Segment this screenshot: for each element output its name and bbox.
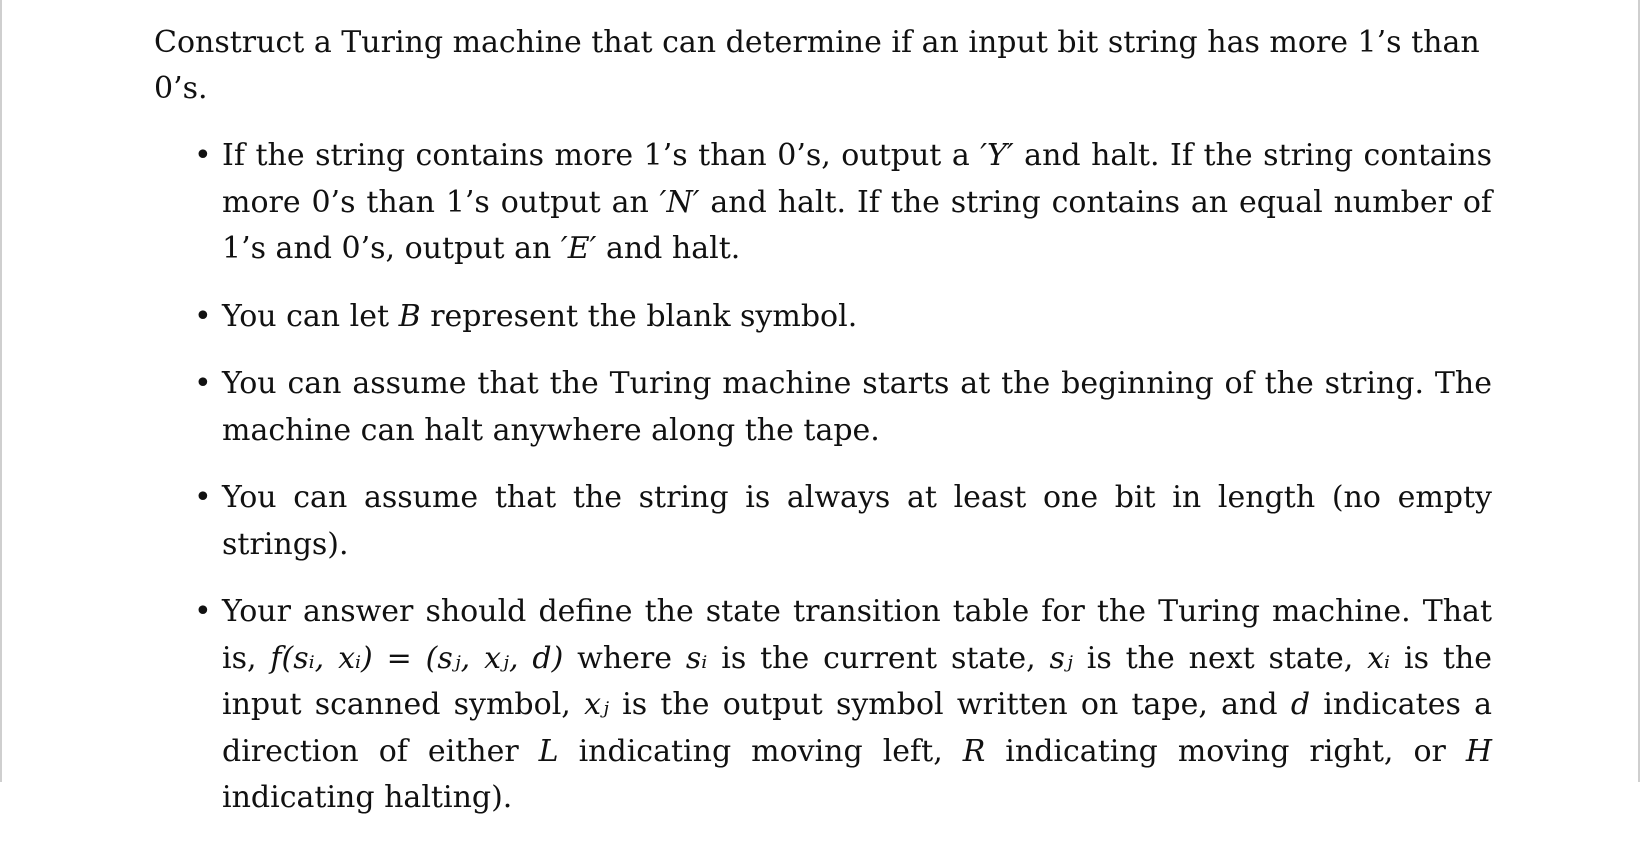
item-text: If the string contains more 1’s than 0’s, output a (222, 138, 981, 173)
list-item (154, 589, 1492, 822)
item-text: indicating moving right, or (985, 733, 1466, 769)
item-text: where (563, 640, 686, 676)
bullet-icon: • (194, 298, 212, 334)
math-symbol: d (1290, 687, 1311, 722)
item-text: You can let (222, 298, 399, 334)
math-symbol: xⱼ (584, 687, 609, 722)
item-text: and halt. If the string contains more 0’s than 1’s output an (222, 138, 1492, 220)
math-symbol: R (962, 733, 986, 769)
math-symbol: ′E′ (560, 231, 597, 266)
item-text: indicating halting). (222, 780, 513, 815)
intro-paragraph: Construct a Turing machine that can determine if an input bit string has more 1’s than 0’s. (154, 25, 1480, 106)
list-item (154, 475, 1492, 568)
bullet-icon: • (194, 480, 212, 515)
math-formula: f(sᵢ, xᵢ) = (sⱼ, xⱼ, d) (270, 640, 564, 676)
list-item (154, 133, 1492, 273)
math-symbol: ′Y′ (980, 138, 1014, 173)
list-item (154, 361, 1492, 454)
math-symbol: H (1465, 733, 1493, 769)
bullet-icon: • (194, 594, 212, 629)
document-content (154, 20, 1492, 843)
item-text: indicating moving left, (558, 733, 963, 769)
item-text: represent the blank symbol. (420, 298, 858, 334)
item-text: is the output symbol written on tape, and (608, 687, 1291, 722)
item-text: indicates a direction of either (222, 687, 1492, 769)
bullet-icon: • (194, 138, 212, 173)
math-symbol: sⱼ (1049, 640, 1073, 676)
bullet-icon: • (194, 366, 212, 401)
item-text: and halt. (596, 231, 741, 266)
item-text: You can assume that the Turing machine starts at the beginning of the string. The machine can halt anywhere along the tape. (222, 366, 1492, 448)
item-text: Your answer should define the state transition table for the Turing machine. That is, (222, 594, 1492, 676)
math-symbol: L (538, 733, 559, 769)
math-symbol: B (398, 298, 421, 334)
math-symbol: ′N′ (659, 184, 700, 220)
item-text: You can assume that the string is always at least one bit in length (no empty strings). (222, 480, 1492, 562)
list-item (154, 294, 1492, 341)
math-symbol: xᵢ (1367, 640, 1391, 676)
requirements-list (154, 133, 1492, 822)
item-text: is the next state, (1072, 640, 1368, 676)
item-text: and halt. If the string contains an equal number of 1’s and 0’s, output an (222, 184, 1492, 266)
math-symbol: sᵢ (685, 640, 708, 676)
item-text: is the input scanned symbol, (222, 640, 1493, 722)
item-text: is the current state, (707, 640, 1050, 676)
